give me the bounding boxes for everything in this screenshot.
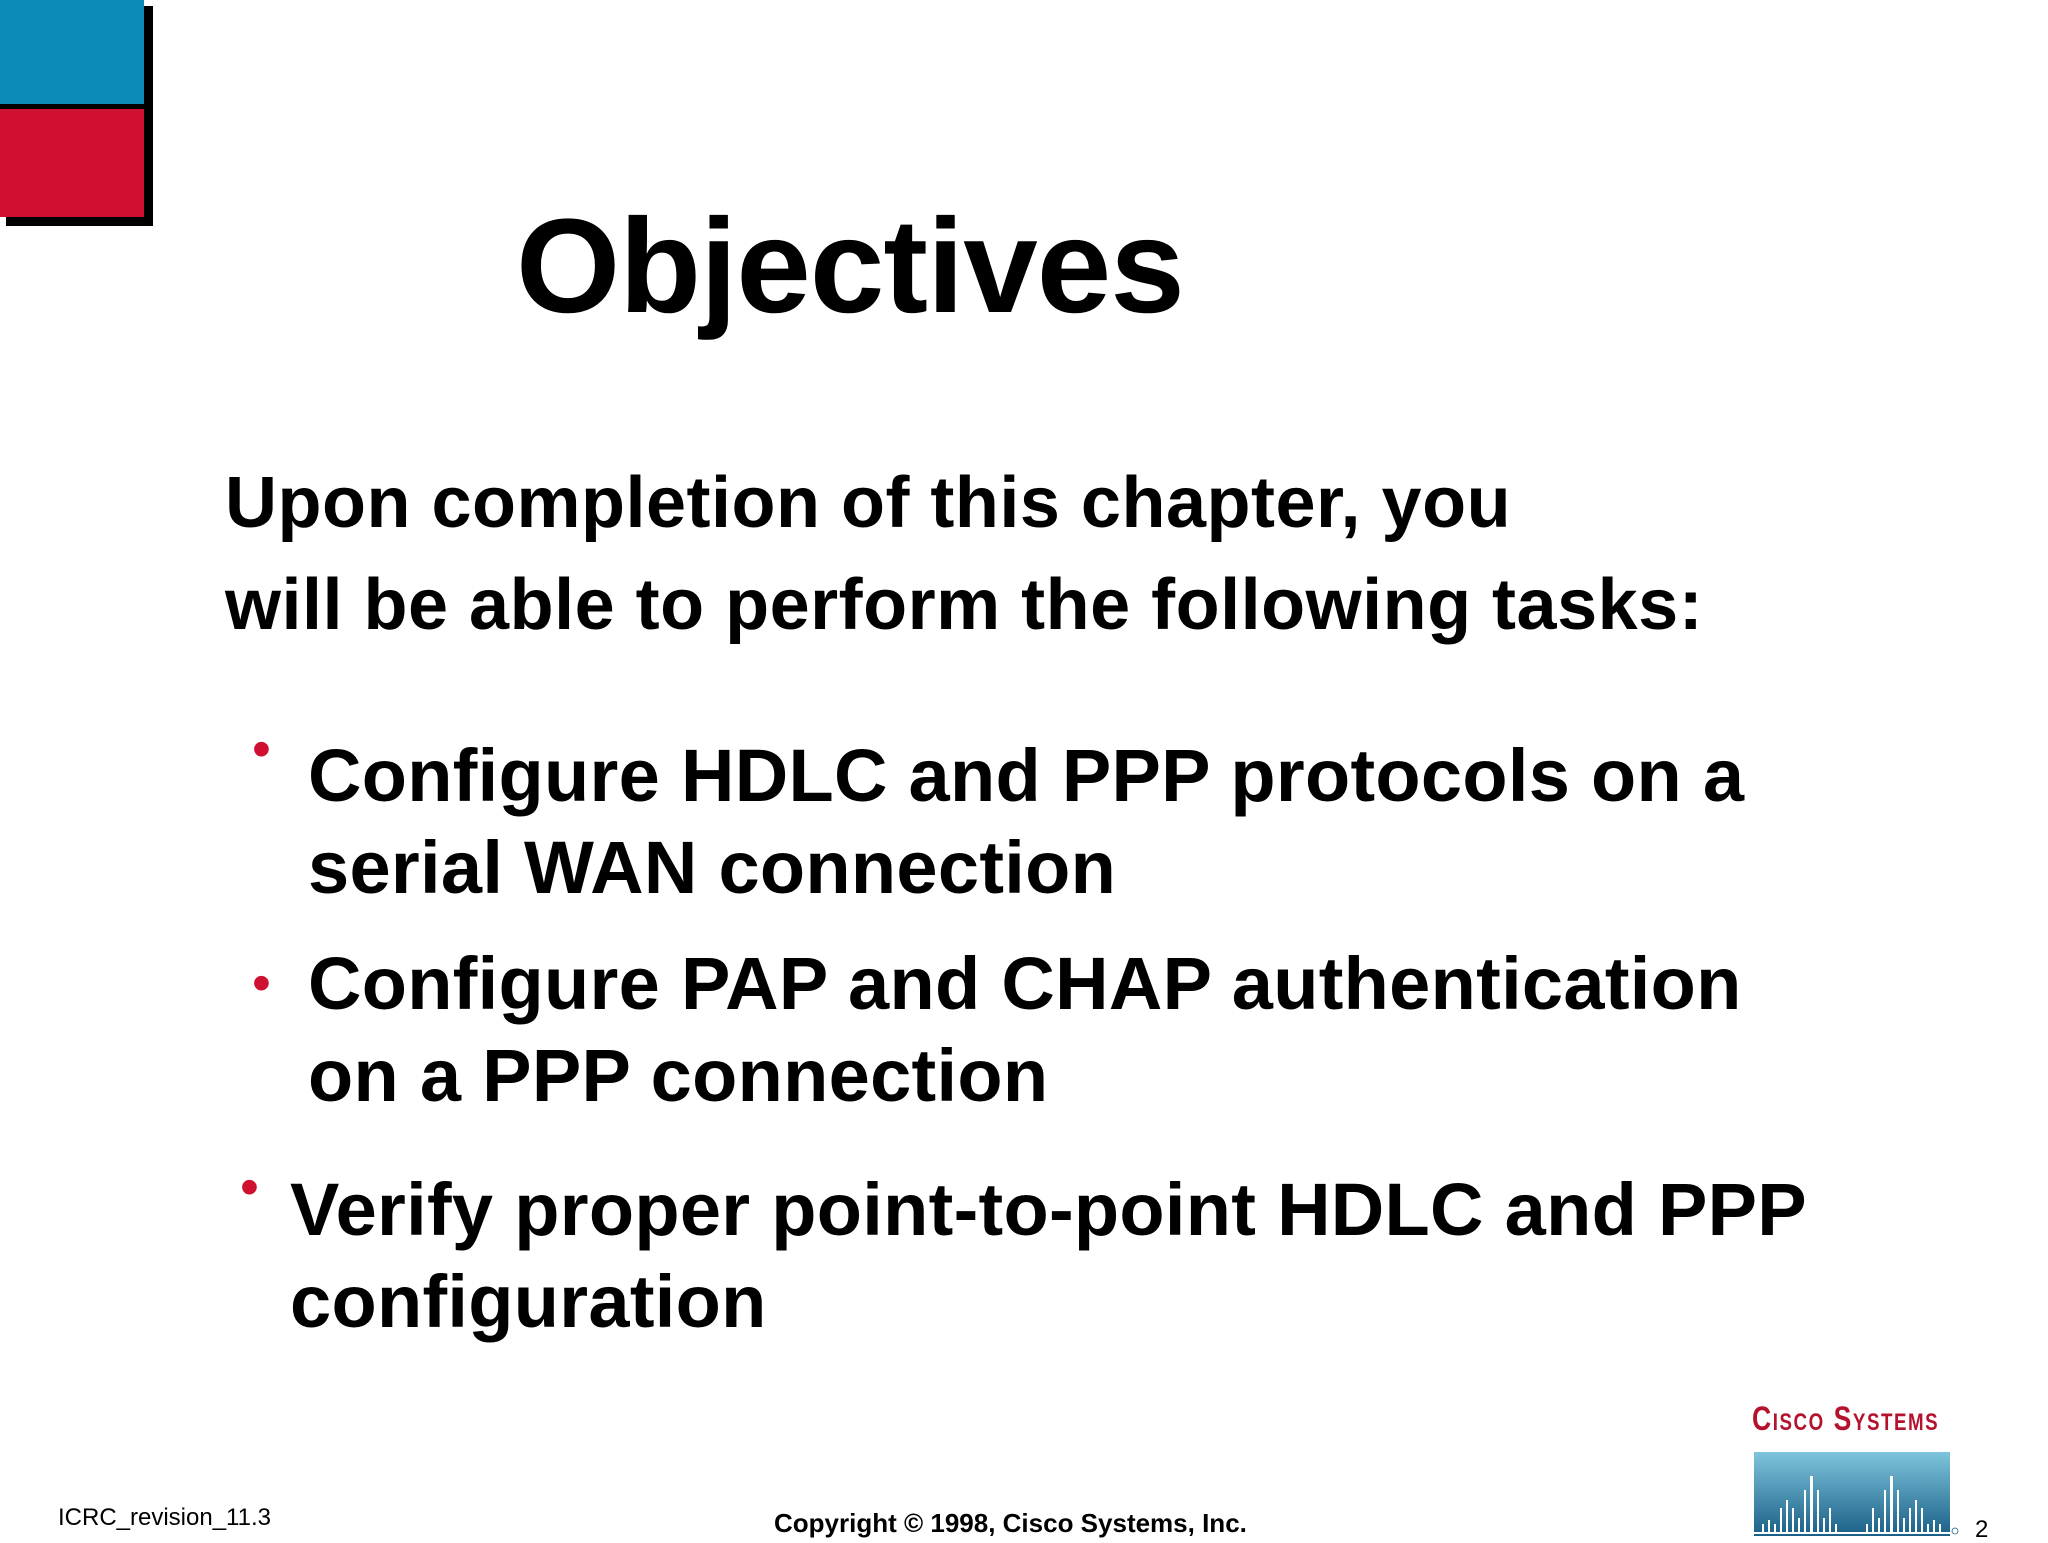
bullet-dot-icon: • bbox=[240, 1157, 259, 1217]
registered-mark-icon bbox=[1952, 1528, 1958, 1534]
cisco-systems-logo bbox=[1752, 1402, 1962, 1536]
logo-background bbox=[1754, 1452, 1950, 1536]
footer-revision: ICRC_revision_11.3 bbox=[58, 1504, 271, 1531]
page-number: 2 bbox=[1975, 1516, 1989, 1543]
footer-copyright: Copyright © 1998, Cisco Systems, Inc. bbox=[774, 1508, 1247, 1538]
objective-text: Configure PAP and CHAP authentication on a PPP connection bbox=[308, 942, 1742, 1117]
logo-wordmark: Cisco Systems bbox=[1752, 1400, 1940, 1438]
cisco-bridge-logo-icon bbox=[1754, 1452, 1960, 1536]
bullet-dot-icon: • bbox=[252, 719, 271, 779]
slide-title: Objectives bbox=[516, 192, 1184, 341]
objective-text: Configure HDLC and PPP protocols on a serial WAN connection bbox=[308, 734, 1745, 909]
intro-text: Upon completion of this chapter, you will be able to perform the following tasks: bbox=[225, 463, 1704, 645]
objective-text: Verify proper point-to-point HDLC and PPP configuration bbox=[290, 1168, 1807, 1343]
bullet-dot-icon: • bbox=[252, 953, 271, 1013]
